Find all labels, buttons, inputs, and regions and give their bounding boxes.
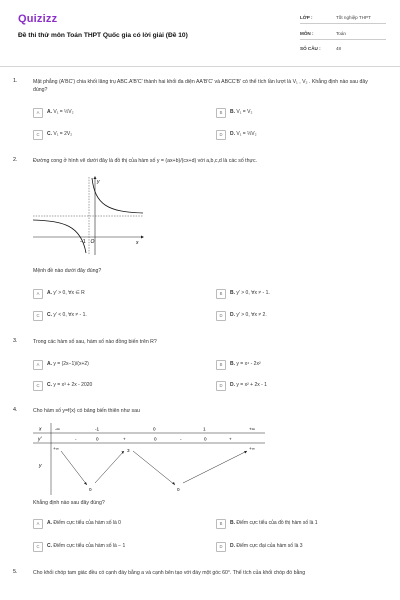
option-a[interactable] — [33, 289, 203, 299]
option-value: y' < 0, ∀x ≠ - 1. — [53, 312, 87, 318]
y-value: 3 — [127, 448, 130, 453]
option-value: Điểm cực đại của hàm số là 3 — [236, 543, 303, 549]
y-value: +∞ — [249, 446, 255, 451]
option-value: y = x⁴ - 2x² — [236, 361, 261, 367]
option-value: y = (2x−1)/(x+2) — [53, 361, 89, 367]
option-letter: C — [33, 381, 43, 391]
option-d[interactable] — [216, 130, 386, 140]
header-divider — [0, 66, 400, 67]
page-title: Đề thi thử môn Toán THPT Quốc gia có lời giải (Đề 10) — [18, 32, 188, 39]
option-label: D. — [230, 543, 235, 549]
y-value: 0 — [177, 487, 180, 492]
arrow-head — [172, 482, 175, 485]
option-letter: B — [216, 289, 226, 299]
increasing-arrow — [183, 451, 247, 483]
option-value: V₁ = ⅓V₂ — [236, 131, 257, 137]
option-letter: B — [216, 519, 226, 529]
option-d[interactable] — [216, 542, 386, 552]
option-letter: A — [33, 360, 43, 370]
question-text: Cho khối chóp tam giác đều có cạnh đáy bằng a và cạnh bên tạo với đáy một góc 60°. Thể tích của khối chóp đó bằng — [33, 570, 306, 576]
question-text: Cho hàm số y=f(x) có bảng biến thiên như sau — [33, 408, 140, 414]
question-text: Mặt phẳng (A'BC') chia khối lăng trụ ABC.A'B'C' thành hai khối đa diện AA'B'C' và ABCC'B' có thể tích lần lượt là V₁ , V₂ . Khẳng định nào sau đây đúng? — [33, 79, 368, 93]
option-letter: D — [216, 311, 226, 321]
option-letter: C — [33, 130, 43, 140]
option-letter: C — [33, 542, 43, 552]
option-label: A. — [47, 361, 52, 367]
option-c[interactable] — [33, 130, 203, 140]
option-a[interactable] — [33, 360, 203, 370]
option-b[interactable] — [216, 289, 386, 299]
option-a[interactable] — [33, 108, 203, 118]
x-value: -∞ — [55, 426, 60, 432]
option-letter: A — [33, 108, 43, 118]
option-a[interactable] — [33, 519, 203, 529]
question-text: Trong các hàm số sau, hàm số nào đồng biến trên R? — [33, 339, 157, 345]
option-letter: B — [216, 360, 226, 370]
option-value: Điểm cực tiểu của đồ thị hàm số là 1 — [236, 520, 318, 526]
class-label: LỚP : — [300, 15, 313, 20]
count-label: SỐ CÂU : — [300, 46, 321, 51]
option-value: V₁ = 2V₂ — [53, 131, 73, 137]
option-c[interactable] — [33, 542, 203, 552]
divider — [300, 39, 386, 40]
tick-label: −1 — [80, 239, 86, 245]
question-number: 4. — [13, 407, 18, 413]
option-b[interactable] — [216, 519, 386, 529]
option-value: Điểm cực tiểu của hàm số là 0 — [53, 520, 121, 526]
option-d[interactable] — [216, 381, 386, 391]
question-number: 1. — [13, 78, 18, 84]
divider — [300, 23, 386, 24]
option-label: C. — [47, 543, 52, 549]
option-label: D. — [230, 131, 235, 137]
yprime-sign: - — [75, 436, 77, 442]
question-text: Đường cong ở hình vẽ dưới đây là đồ thị của hàm số y = (ax+b)/(cx+d) với a,b,c,d là các số thực. — [33, 158, 257, 164]
option-b[interactable] — [216, 360, 386, 370]
option-value: y' > 0, ∀x ∈ R — [53, 290, 85, 296]
x-value: 1 — [203, 426, 206, 432]
option-value: V₁ = V₂ — [236, 109, 253, 115]
decreasing-arrow — [61, 451, 87, 485]
yprime-zero: 0 — [204, 436, 207, 442]
option-c[interactable] — [33, 311, 203, 321]
option-label: A. — [47, 109, 52, 115]
arrow-head — [84, 482, 87, 485]
worksheet-header — [0, 0, 400, 66]
option-b[interactable] — [216, 108, 386, 118]
option-label: A. — [47, 520, 52, 526]
question-number: 2. — [13, 157, 18, 163]
option-c[interactable] — [33, 381, 203, 391]
subject-value: Toán — [336, 31, 346, 36]
option-label: C. — [47, 312, 52, 318]
option-letter: A — [33, 289, 43, 299]
option-label: A. — [47, 290, 52, 296]
option-letter: D — [216, 381, 226, 391]
y-axis-label: y — [97, 179, 100, 185]
variation-table — [33, 423, 265, 495]
option-letter: D — [216, 542, 226, 552]
option-d[interactable] — [216, 311, 386, 321]
x-value: -1 — [95, 426, 100, 432]
option-label: B. — [230, 520, 235, 526]
row-label-yprime: y' — [38, 436, 42, 443]
question-number: 5. — [13, 569, 18, 575]
right-branch — [92, 178, 143, 213]
option-letter: B — [216, 108, 226, 118]
subject-label: MÔN : — [300, 31, 314, 36]
left-branch — [33, 220, 86, 253]
option-value: y' > 0, ∀x ≠ - 1. — [236, 290, 270, 296]
x-value: +∞ — [249, 426, 255, 432]
option-value: y = x³ + 2x - 2020 — [53, 382, 93, 388]
decreasing-arrow — [133, 451, 175, 485]
hyperbola-graph — [33, 175, 145, 255]
increasing-arrow — [95, 451, 124, 483]
yprime-zero: 0 — [96, 436, 99, 442]
quizizz-logo: Quizizz — [18, 13, 58, 25]
option-label: D. — [230, 312, 235, 318]
option-label: C. — [47, 382, 52, 388]
question-number: 3. — [13, 338, 18, 344]
class-value: Tốt nghiệp THPT — [336, 15, 371, 20]
origin-label: O — [90, 239, 95, 245]
option-letter: A — [33, 519, 43, 529]
option-label: B. — [230, 361, 235, 367]
x-axis-label: x — [136, 240, 139, 246]
option-value: y = x² + 2x - 1 — [236, 382, 267, 388]
yprime-sign: - — [180, 436, 182, 442]
count-value: 48 — [336, 46, 342, 51]
yprime-sign: + — [123, 436, 126, 442]
question-prompt: Khẳng định nào sau đây đúng? — [33, 500, 105, 506]
option-label: B. — [230, 109, 235, 115]
option-label: B. — [230, 290, 235, 296]
yprime-sign: + — [229, 436, 232, 442]
row-label-y: y — [39, 463, 42, 469]
x-axis-arrow — [141, 236, 144, 239]
row-label-x: x — [39, 426, 42, 433]
x-value: 0 — [153, 426, 156, 432]
y-value: 0 — [89, 487, 92, 492]
question-prompt: Mệnh đề nào dưới đây đúng? — [33, 268, 102, 274]
y-value: +∞ — [53, 446, 59, 451]
option-value: Điểm cực tiểu của hàm số là − 1 — [53, 543, 126, 549]
option-value: y' > 0, ∀x ≠ 2. — [236, 312, 267, 318]
option-value: V₁ = ½V₂ — [53, 109, 74, 115]
option-label: C. — [47, 131, 52, 137]
option-letter: D — [216, 130, 226, 140]
option-label: D. — [230, 382, 235, 388]
yprime-zero: 0 — [154, 436, 157, 442]
option-letter: C — [33, 311, 43, 321]
